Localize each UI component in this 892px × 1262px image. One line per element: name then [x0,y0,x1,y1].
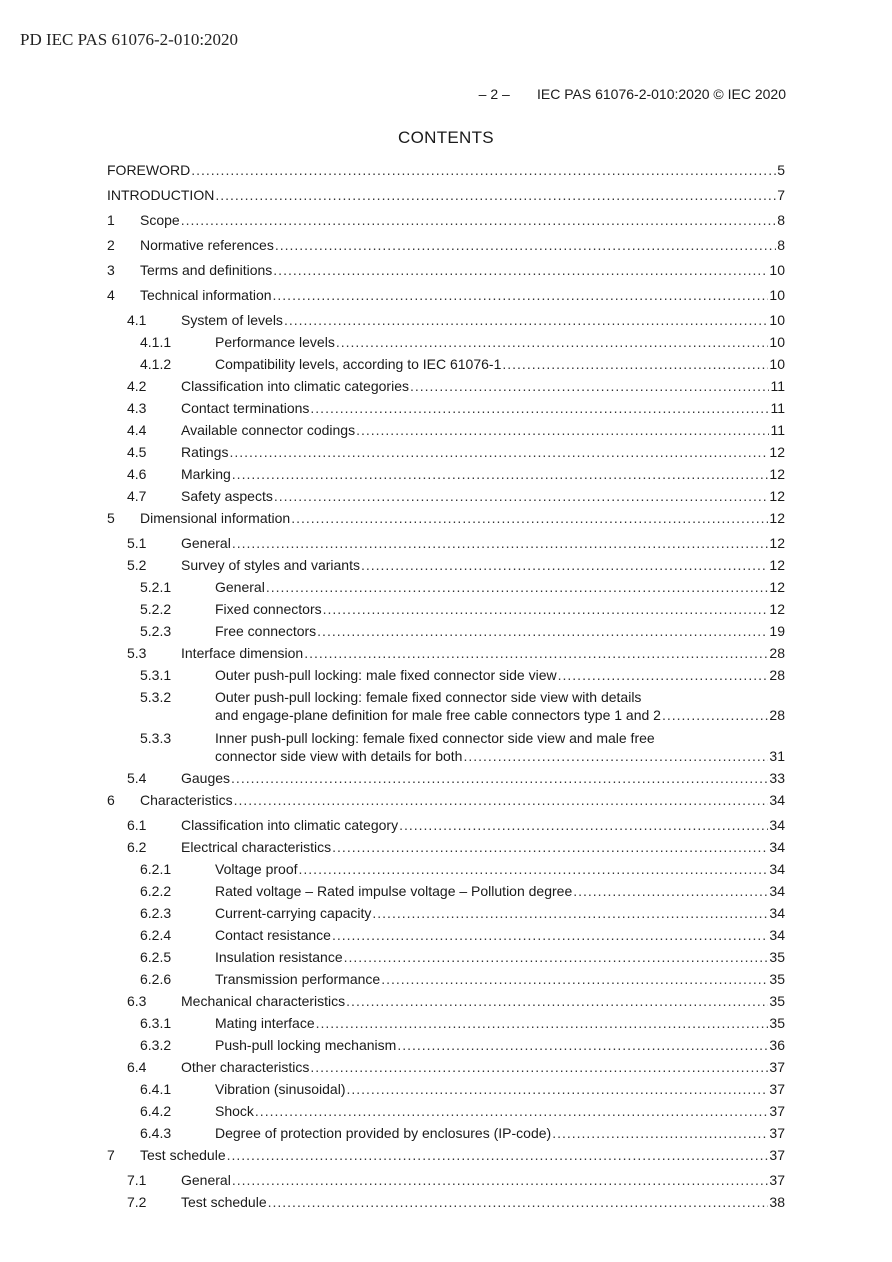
toc-entry-number: 6.2.1 [140,861,172,877]
toc-entry[interactable] [107,644,785,662]
toc-entry-title: Shock [215,1103,254,1119]
toc-entry-title: Outer push-pull locking: male fixed connector side view [215,667,557,683]
toc-leader-dots [317,622,768,640]
toc-leader-dots [284,311,768,329]
toc-entry-page: 11 [770,422,785,438]
toc-entry-number: 4.6 [127,466,147,482]
toc-leader-dots [361,556,768,574]
toc-entry[interactable] [107,465,785,483]
toc-entry-number: 6.2.5 [140,949,172,965]
toc-entry-title: Electrical characteristics [181,839,332,855]
toc-entry-number: 5.2.1 [140,579,172,595]
toc-entry[interactable] [107,1014,785,1032]
toc-entry[interactable] [107,556,785,574]
toc-entry-title: Transmission performance [215,971,381,987]
toc-entry[interactable] [107,534,785,552]
toc-leader-dots [268,1193,769,1211]
toc-entry-page: 37 [769,1081,785,1097]
toc-entry-number: 6.2.2 [140,883,172,899]
toc-entry-title: General [215,579,265,595]
toc-entry-page: 12 [769,535,785,551]
toc-leader-dots [229,443,768,461]
toc-entry-number: 6 [107,792,115,808]
toc-leader-dots [356,421,769,439]
toc-entry-page: 34 [769,905,785,921]
table-of-contents [107,161,785,1211]
toc-leader-dots [234,791,769,809]
toc-entry-number: 7.1 [127,1172,147,1188]
toc-entry[interactable] [107,926,785,944]
toc-entry[interactable] [107,1102,785,1120]
toc-entry[interactable] [107,286,785,304]
toc-leader-dots [552,1124,768,1142]
toc-leader-dots [463,747,768,765]
toc-leader-dots [275,236,776,254]
toc-entry[interactable] [107,1146,785,1164]
toc-entry-number: 2 [107,237,115,253]
toc-entry-page: 31 [769,748,785,764]
toc-leader-dots [558,666,769,684]
toc-entry[interactable] [107,791,785,809]
toc-entry-page: 12 [769,601,785,617]
toc-entry-page: 37 [769,1059,785,1075]
toc-leader-dots [215,186,776,204]
toc-entry-title: Classification into climatic categories [181,378,409,394]
toc-entry[interactable] [107,904,785,922]
toc-entry-page: 11 [770,378,785,394]
toc-leader-dots [291,509,768,527]
toc-entry-page: 37 [769,1103,785,1119]
toc-entry-title: Fixed connectors [215,601,322,617]
toc-entry-number: 6.1 [127,817,147,833]
toc-leader-dots [372,904,768,922]
toc-entry-number: 1 [107,212,115,228]
toc-entry[interactable] [107,666,785,684]
toc-leader-dots [181,211,777,229]
toc-entry-number: 6.4.3 [140,1125,172,1141]
toc-entry-page: 10 [769,287,785,303]
toc-entry-page: 35 [769,1015,785,1031]
toc-entry-number: 6.4.2 [140,1103,172,1119]
toc-leader-dots [316,1014,769,1032]
toc-entry[interactable] [107,236,785,254]
toc-entry-number: 5.4 [127,770,147,786]
toc-leader-dots [410,377,769,395]
toc-entry-title: Voltage proof [215,861,298,877]
toc-entry-page: 36 [769,1037,785,1053]
toc-leader-dots [255,1102,769,1120]
toc-entry-number: 3 [107,262,115,278]
toc-entry-page: 8 [777,237,785,253]
toc-entry[interactable] [107,377,785,395]
toc-entry-number: 4.1.1 [140,334,172,350]
toc-entry-title: General [181,1172,231,1188]
toc-entry-title: Outer push-pull locking: female fixed connector side view with details [215,689,642,705]
toc-leader-dots [310,399,769,417]
toc-entry-title: INTRODUCTION [107,187,215,203]
toc-entry[interactable] [107,186,785,204]
toc-leader-dots [227,1146,769,1164]
toc-entry[interactable] [107,311,785,329]
toc-entry-title: Technical information [140,287,272,303]
toc-entry-title: Survey of styles and variants [181,557,360,573]
toc-entry-title: Dimensional information [140,510,291,526]
toc-leader-dots [274,487,769,505]
toc-entry-page: 12 [769,557,785,573]
toc-entry-number: 6.2.4 [140,927,172,943]
toc-entry-page: 34 [769,883,785,899]
toc-entry-number: 6.4 [127,1059,147,1075]
toc-entry-title: Contact resistance [215,927,331,943]
toc-entry-number: 4.5 [127,444,147,460]
toc-entry-number: 5.2.3 [140,623,172,639]
toc-entry-title: Safety aspects [181,488,273,504]
toc-leader-dots [266,578,769,596]
toc-entry-number: 5.3 [127,645,147,661]
toc-entry-page: 12 [769,510,785,526]
toc-entry-page: 38 [769,1194,785,1210]
toc-entry[interactable] [107,1036,785,1054]
toc-entry[interactable] [107,509,785,527]
toc-entry-title: Compatibility levels, according to IEC 61076-1 [215,356,502,372]
toc-leader-dots [304,644,768,662]
toc-entry-title: Interface dimension [181,645,304,661]
toc-entry-number: 4.1 [127,312,147,328]
toc-entry-title: Marking [181,466,231,482]
toc-entry-title: Other characteristics [181,1059,310,1075]
toc-entry-page: 28 [769,645,785,661]
toc-entry-title: Free connectors [215,623,317,639]
toc-entry-page: 28 [769,707,785,723]
toc-leader-dots [310,1058,768,1076]
toc-entry-title: Characteristics [140,792,233,808]
toc-entry[interactable] [107,1171,785,1189]
toc-entry-title: Mating interface [215,1015,315,1031]
toc-entry-number: 7.2 [127,1194,147,1210]
toc-entry-number: 6.3.1 [140,1015,172,1031]
toc-entry-title: FOREWORD [107,162,191,178]
toc-entry-page: 34 [769,817,785,833]
toc-leader-dots [502,355,768,373]
toc-leader-dots [299,860,769,878]
toc-entry-title: Test schedule [181,1194,267,1210]
toc-entry-page: 10 [769,312,785,328]
toc-entry-page: 8 [777,212,785,228]
toc-entry-number: 6.4.1 [140,1081,172,1097]
toc-leader-dots [232,1171,769,1189]
toc-entry-title: Current-carrying capacity [215,905,372,921]
toc-entry-page: 7 [777,187,785,203]
toc-entry[interactable] [107,838,785,856]
toc-entry[interactable] [107,333,785,351]
toc-entry-number: 4.4 [127,422,147,438]
toc-entry-number: 4 [107,287,115,303]
toc-entry-title: Push-pull locking mechanism [215,1037,397,1053]
toc-entry[interactable] [107,860,785,878]
toc-entry-title-continued: and engage-plane definition for male free cable connectors type 1 and 2 [215,707,661,723]
toc-entry[interactable] [107,443,785,461]
toc-entry-title: Degree of protection provided by enclosures (IP-code) [215,1125,552,1141]
toc-entry-title: Ratings [181,444,229,460]
toc-entry-title: Scope [140,212,180,228]
toc-entry-page: 34 [769,839,785,855]
toc-entry-title: System of levels [181,312,283,328]
toc-entry-number: 5.3.2 [140,689,172,705]
toc-entry-page: 37 [769,1125,785,1141]
toc-entry-page: 19 [769,623,785,639]
toc-leader-dots [336,333,769,351]
toc-entry-page: 34 [769,792,785,808]
toc-entry-page: 37 [769,1147,785,1163]
toc-entry-title: Performance levels [215,334,335,350]
toc-entry-number: 4.3 [127,400,147,416]
toc-entry[interactable] [107,261,785,279]
toc-leader-dots [231,769,768,787]
toc-entry-page: 37 [769,1172,785,1188]
toc-entry-title: Rated voltage – Rated impulse voltage – Pollution degree [215,883,573,899]
toc-entry-number: 4.7 [127,488,147,504]
toc-entry-number: 5 [107,510,115,526]
toc-entry[interactable] [107,161,785,179]
toc-entry-page: 35 [769,971,785,987]
toc-entry-number: 4.1.2 [140,356,172,372]
toc-entry[interactable] [107,399,785,417]
toc-entry-number: 4.2 [127,378,147,394]
toc-entry-number: 6.2.6 [140,971,172,987]
toc-entry[interactable] [107,729,785,765]
toc-entry[interactable] [107,882,785,900]
toc-entry-page: 11 [770,400,785,416]
toc-entry-page: 12 [769,579,785,595]
toc-entry-page: 34 [769,861,785,877]
toc-leader-dots [381,970,768,988]
toc-entry-title-continued: connector side view with details for both [215,748,463,764]
toc-leader-dots [573,882,768,900]
toc-entry-page: 12 [769,488,785,504]
toc-leader-dots [399,816,768,834]
toc-entry-title: Classification into climatic category [181,817,399,833]
toc-entry-number: 5.3.1 [140,667,172,683]
toc-entry-title: Vibration (sinusoidal) [215,1081,346,1097]
page-header: – 2 – IEC PAS 61076-2-010:2020 © IEC 2020 [478,86,786,102]
toc-entry-page: 5 [777,162,785,178]
toc-leader-dots [397,1036,768,1054]
toc-entry-page: 10 [769,356,785,372]
toc-entry[interactable] [107,688,785,724]
toc-leader-dots [332,838,768,856]
toc-entry-page: 33 [769,770,785,786]
toc-entry-title: Contact terminations [181,400,310,416]
toc-entry-page: 10 [769,334,785,350]
toc-entry[interactable] [107,1058,785,1076]
toc-entry[interactable] [107,1193,785,1211]
toc-entry-page: 12 [769,444,785,460]
toc-leader-dots [273,261,768,279]
document-id: PD IEC PAS 61076-2-010:2020 [20,30,239,49]
toc-entry-page: 35 [769,993,785,1009]
toc-leader-dots [273,286,769,304]
toc-leader-dots [332,926,768,944]
toc-entry[interactable] [107,211,785,229]
toc-entry-title: Available connector codings [181,422,356,438]
toc-entry[interactable] [107,600,785,618]
toc-entry-title: Gauges [181,770,231,786]
toc-leader-dots [191,161,776,179]
toc-leader-dots [346,992,768,1010]
toc-entry-title: General [181,535,231,551]
toc-entry-number: 6.3 [127,993,147,1009]
toc-entry-number: 6.2 [127,839,147,855]
toc-leader-dots [232,534,769,552]
toc-entry[interactable] [107,578,785,596]
toc-entry[interactable] [107,769,785,787]
toc-entry-title: Inner push-pull locking: female fixed connector side view and male free [215,730,655,746]
toc-entry-number: 7 [107,1147,115,1163]
toc-entry-number: 5.3.3 [140,730,172,746]
toc-leader-dots [662,706,768,724]
toc-leader-dots [344,948,769,966]
toc-entry-number: 6.3.2 [140,1037,172,1053]
toc-entry-page: 35 [769,949,785,965]
toc-leader-dots [232,465,769,483]
toc-entry-number: 5.2.2 [140,601,172,617]
toc-entry-title: Mechanical characteristics [181,993,346,1009]
toc-entry-title: Test schedule [140,1147,226,1163]
toc-entry-page: 28 [769,667,785,683]
toc-entry-page: 10 [769,262,785,278]
toc-entry-title: Insulation resistance [215,949,343,965]
toc-entry-number: 5.1 [127,535,147,551]
toc-entry-number: 5.2 [127,557,147,573]
toc-entry-title: Normative references [140,237,274,253]
toc-entry[interactable] [107,816,785,834]
toc-entry-title: Terms and definitions [140,262,273,278]
toc-entry[interactable] [107,970,785,988]
toc-entry[interactable] [107,421,785,439]
toc-entry-number: 6.2.3 [140,905,172,921]
toc-leader-dots [346,1080,768,1098]
contents-title: CONTENTS [398,128,494,147]
toc-entry-page: 12 [769,466,785,482]
toc-entry[interactable] [107,1080,785,1098]
toc-entry[interactable] [107,948,785,966]
toc-entry[interactable] [107,992,785,1010]
toc-entry[interactable] [107,355,785,373]
toc-entry[interactable] [107,1124,785,1142]
toc-entry-page: 34 [769,927,785,943]
toc-entry[interactable] [107,487,785,505]
toc-entry[interactable] [107,622,785,640]
toc-leader-dots [323,600,769,618]
